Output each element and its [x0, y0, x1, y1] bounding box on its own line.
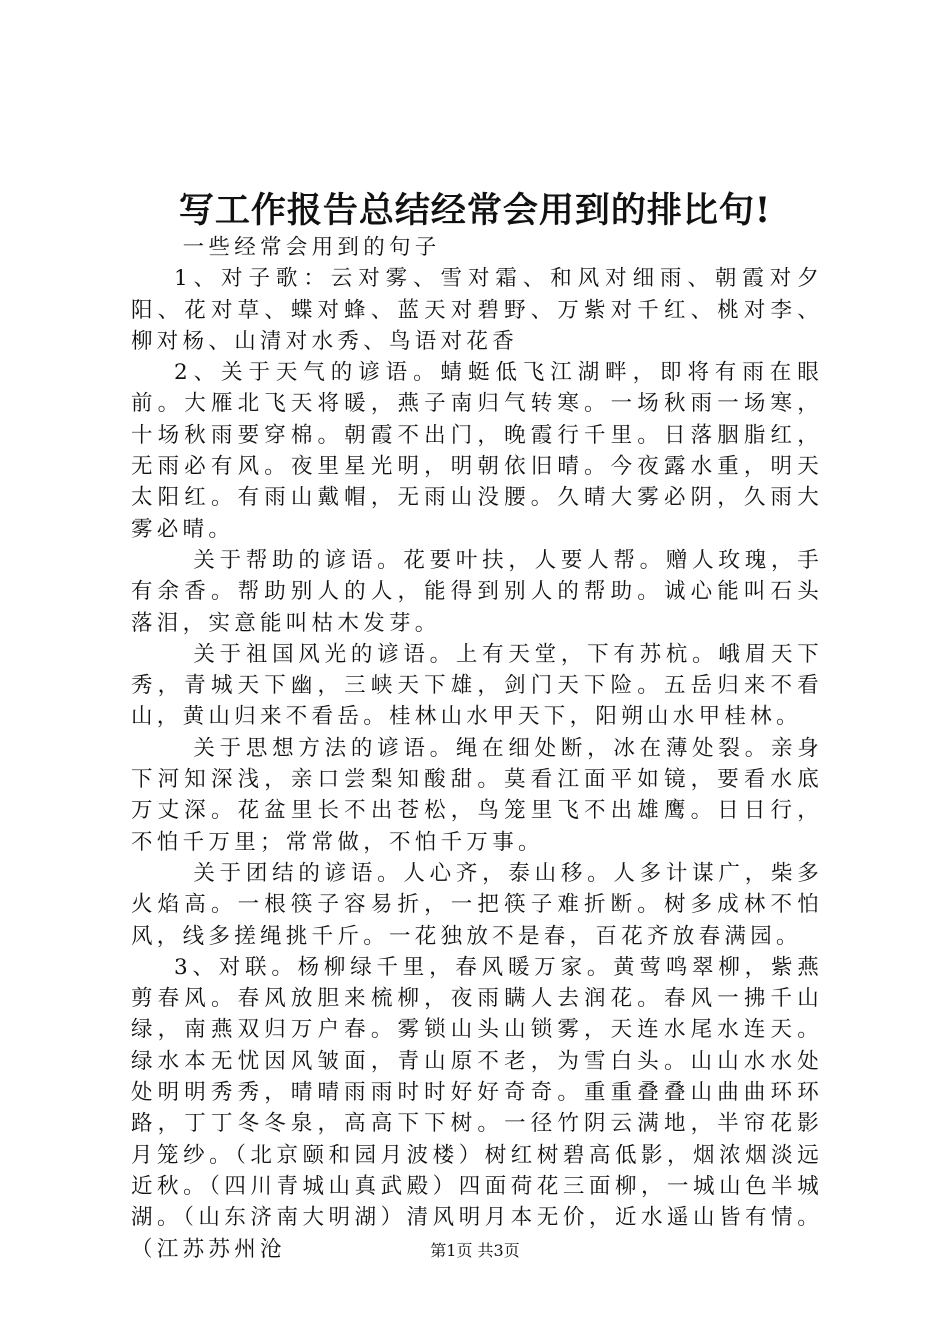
paragraph-unity-proverbs: 关于团结的谚语。人心齐，泰山移。人多计谋广，柴多火焰高。一根筷子容易折，一把筷子难折断。树多成林不怕风，线多搓绳挑千斤。一花独放不是春，百花齐放春满园。: [131, 860, 823, 949]
paragraph-method-proverbs: 关于思想方法的谚语。绳在细处断，冰在薄处裂。亲身下河知深浅，亲口尝梨知酸甜。莫看江面平如镜，要看水底万丈深。花盆里长不出苍松，鸟笼里飞不出雄鹰。日日行，不怕千万里；常常做，不怕千万事。: [131, 735, 823, 855]
paragraph-intro: 一些经常会用到的句子: [182, 235, 441, 260]
paragraph-help-proverbs: 关于帮助的谚语。花要叶扶，人要人帮。赠人玫瑰，手有余香。帮助别人的人，能得到别人的帮助。诚心能叫石头落泪，实意能叫枯木发芽。: [131, 547, 823, 636]
paragraph-couplets: 3、对联。杨柳绿千里，春风暖万家。黄莺鸣翠柳，紫燕剪春风。春风放胆来梳柳，夜雨瞒人去润花。春风一拂千山绿，南燕双归万户春。雾锁山头山锁雾，天连水尾水连天。绿水本无忧因风皱面，青山原不老，为雪白头。山山水水处处明明秀秀，晴晴雨雨时时好好奇奇。重重叠叠山曲曲环环路，丁丁冬冬泉，高高下下树。一径竹阴云满地，半帘花影月笼纱。（北京颐和园月波楼）树红树碧高低影，烟浓烟淡远近秋。（四川青城山真武殿）四面荷花三面柳，一城山色半城湖。（山东济南大明湖）清风明月本无价，近水遥山皆有情。（江苏苏州沧: [131, 954, 823, 1262]
paragraph-couplet-song: 1、对子歌：云对雾、雪对霜、和风对细雨、朝霞对夕阳、花对草、蝶对蜂、蓝天对碧野、万紫对千红、桃对李、柳对杨、山清对水秀、鸟语对花香: [131, 266, 823, 354]
document-body: [131, 232, 823, 1265]
paragraph-weather-proverbs: 2、关于天气的谚语。蜻蜓低飞江湖畔，即将有雨在眼前。大雁北飞天将暖，燕子南归气转寒。一场秋雨一场寒，十场秋雨要穿棉。朝霞不出门，晚霞行千里。日落胭脂红，无雨必有风。夜里星光明，明朝依旧晴。今夜露水重，明天太阳红。有雨山戴帽，无雨山没腰。久晴大雾必阴，久雨大雾必晴。: [131, 360, 823, 542]
document-title: 写工作报告总结经常会用到的排比句!: [178, 190, 772, 231]
page-footer: 第1页 共3页: [430, 1241, 520, 1260]
paragraph-scenery-proverbs: 关于祖国风光的谚语。上有天堂，下有苏杭。峨眉天下秀，青城天下幽，三峡天下雄，剑门天下险。五岳归来不看山，黄山归来不看岳。桂林山水甲天下，阳朔山水甲桂林。: [131, 641, 823, 730]
